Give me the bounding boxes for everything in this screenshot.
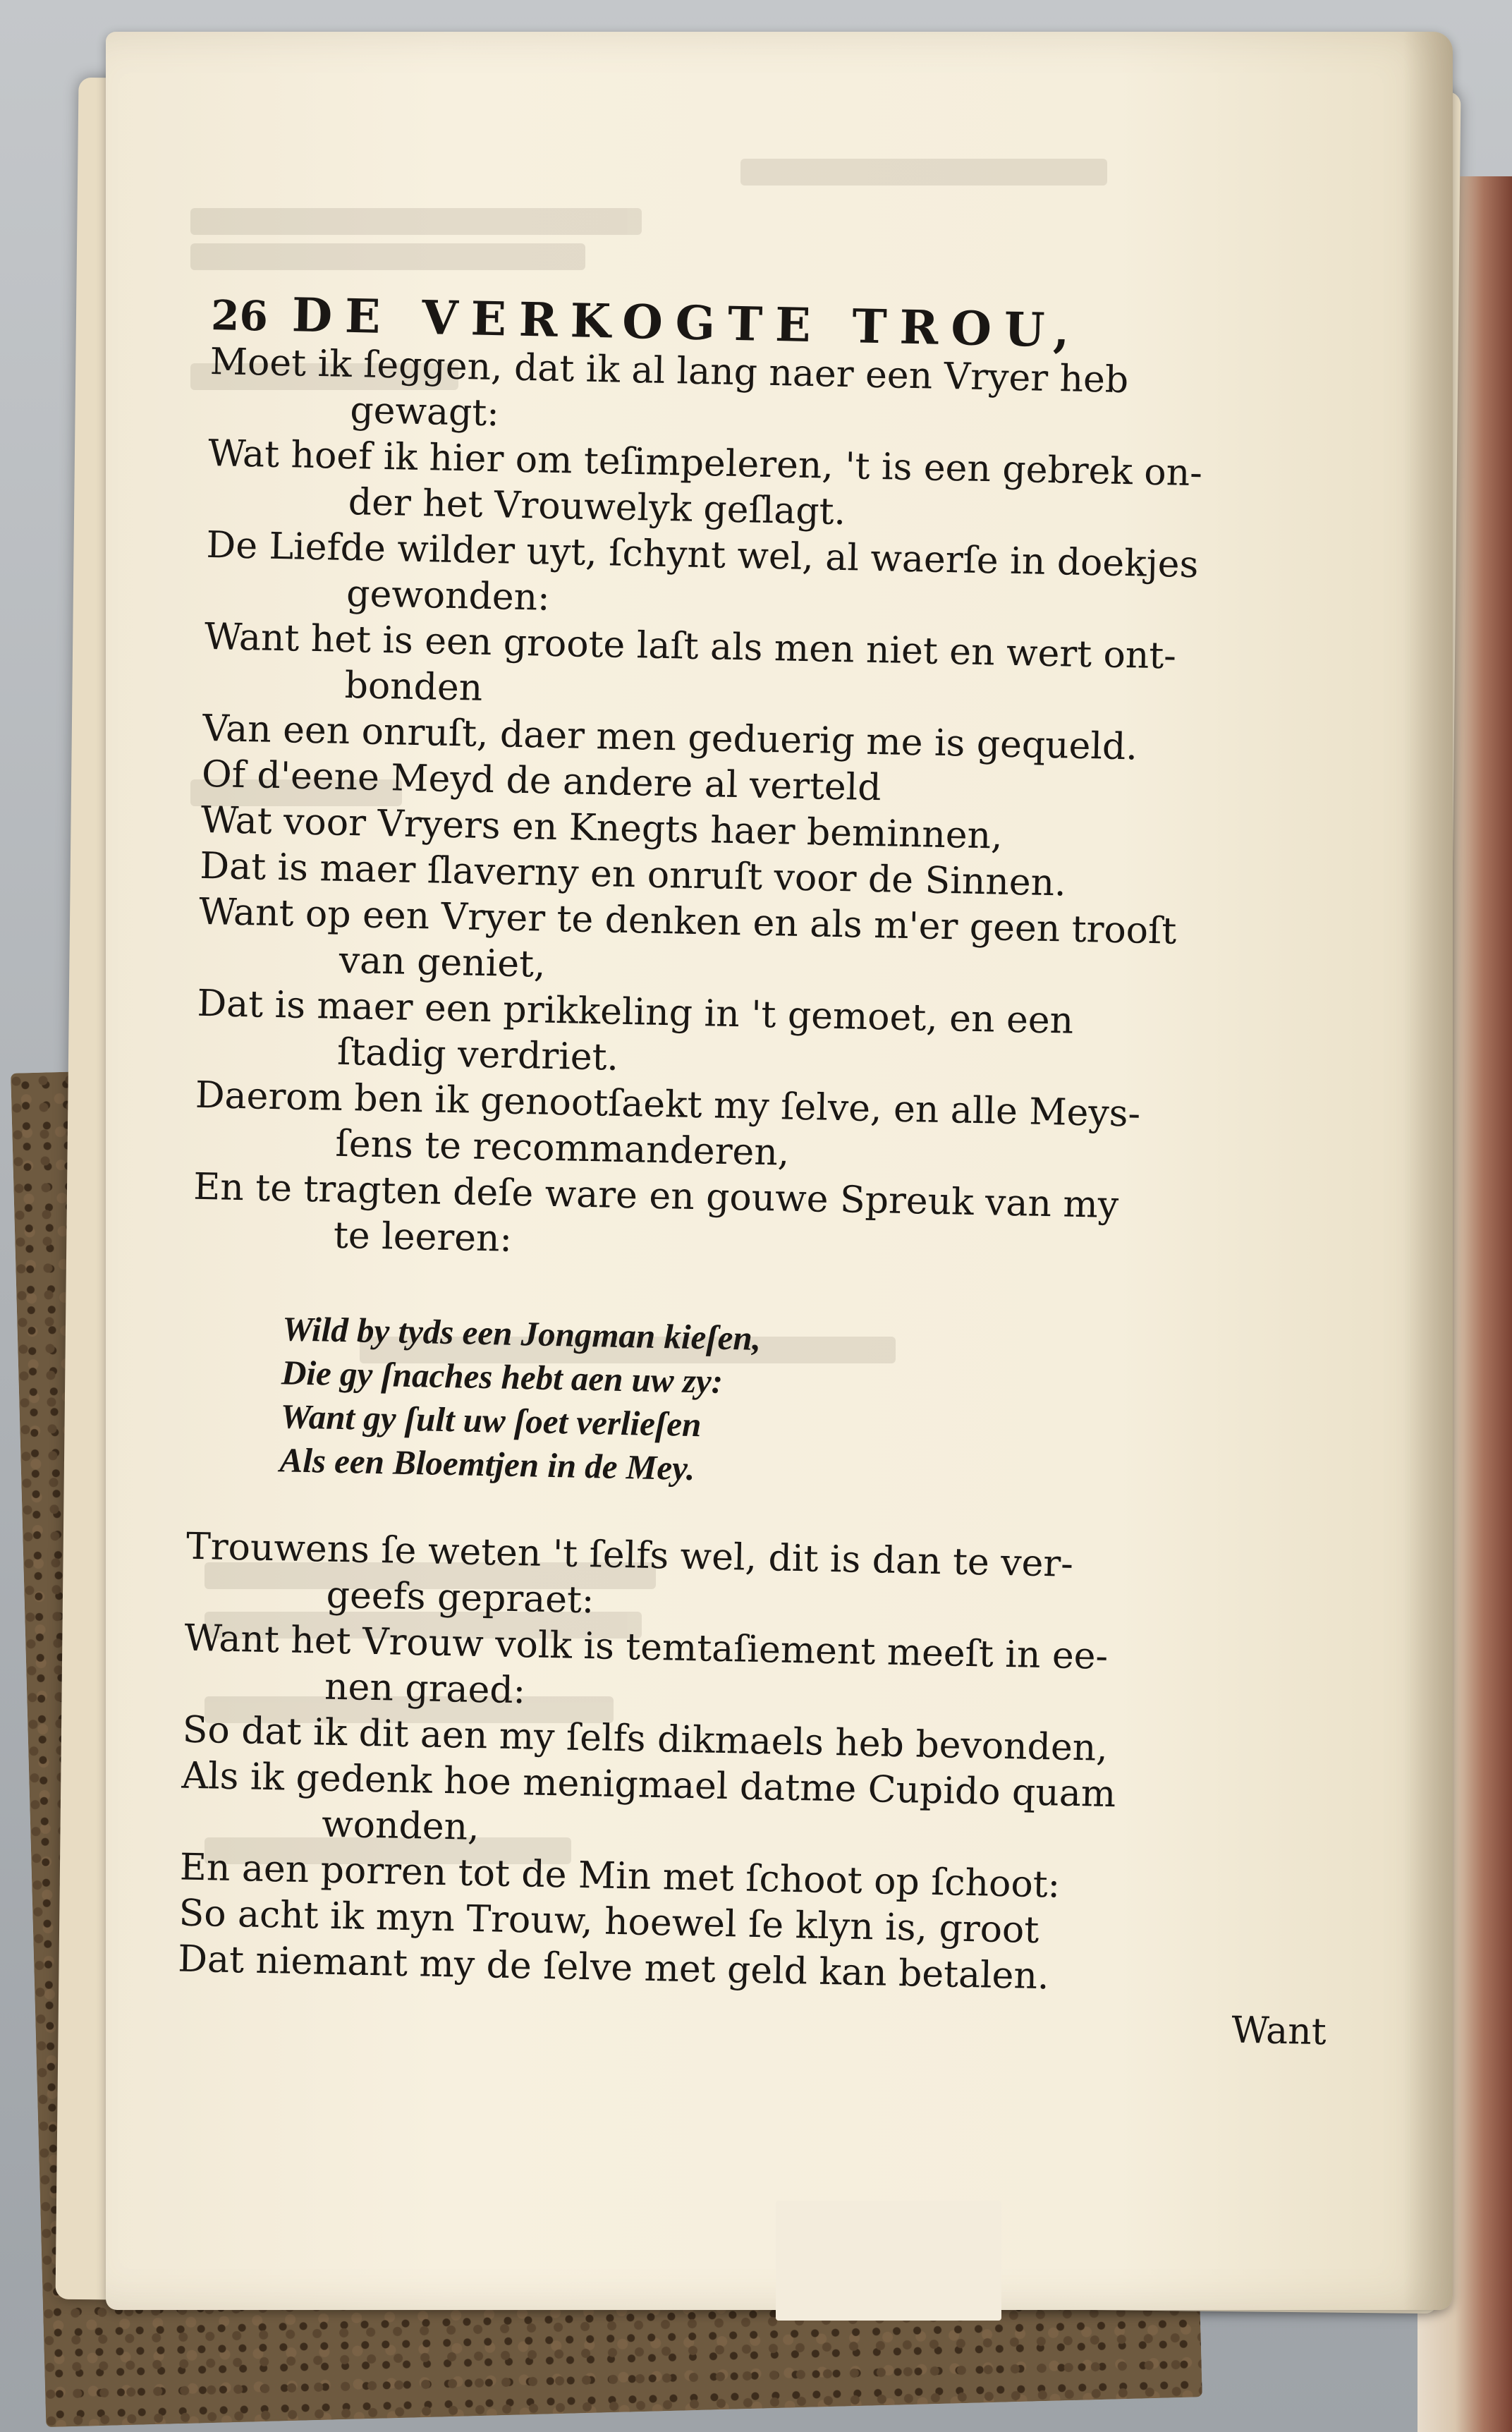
verse-line: Want op een Vryer te denken en als m'er geen trooſt — [198, 890, 1177, 953]
verse-line: Wat hoef ik hier om teſimpeleren, 't is een gebrek on- — [207, 432, 1203, 495]
page-gutter-shadow — [1403, 32, 1453, 2310]
poem-line: Die gy ſnaches hebt aen uw zy: — [281, 1353, 724, 1401]
verse-line-continuation: te leeren: — [333, 1214, 513, 1260]
catchword: Want — [1231, 2009, 1327, 2054]
verse-line: Als ik gedenk hoe menigmael datme Cupido quam — [181, 1754, 1116, 1816]
verse-line-continuation: geefs gepraet: — [326, 1574, 595, 1622]
italic-poem — [279, 1307, 1362, 1504]
poem-line: Wild by tyds een Jongman kieſen, — [281, 1309, 762, 1358]
verse-line: Van een onruſt, daer men geduerig me is gequeld. — [202, 707, 1138, 769]
verse-line-continuation: gewonden: — [346, 572, 551, 619]
page-number: 26 — [210, 291, 269, 341]
verse-line: Dat niemant my de ſelve met geld kan betalen. — [177, 1938, 1050, 1998]
verse-line-continuation: nen graed: — [324, 1665, 526, 1713]
verse-line-continuation: van geniet, — [339, 939, 547, 986]
verse-line: Of d'eene Meyd de andere al verteld — [201, 753, 882, 810]
verse-line: Moet ik ſeggen, dat ik al lang naer een Vryer heb — [209, 340, 1129, 402]
verse-line-continuation: ſens te recommanderen, — [335, 1122, 790, 1174]
page-text — [176, 286, 1382, 2056]
verse-line: Want het is een groote laſt als men niet en wert ont- — [204, 615, 1177, 678]
verse-line: En te tragten deſe ware en gouwe Spreuk van my — [193, 1165, 1119, 1227]
verse-block-2 — [178, 1524, 1358, 2006]
verse-line-continuation: wonden, — [321, 1803, 480, 1849]
verse-line: Trouwens ſe weten 't ſelfs wel, dit is dan te ver- — [185, 1525, 1074, 1586]
verse-line: Dat is maer een prikkeling in 't gemoet, en een — [196, 982, 1074, 1042]
running-title: DE VERKOGTE TROU, — [291, 287, 1083, 358]
poem-line: Want gy ſult uw ſoet verlieſen — [280, 1397, 702, 1445]
verse-block-1 — [192, 339, 1381, 1279]
verse-line: En aen porren tot de Min met ſchoot op ſchoot: — [179, 1846, 1061, 1907]
verse-line: So dat ik dit aen my ſelfs dikmaels heb bevonden, — [182, 1708, 1109, 1770]
verse-line: Wat voor Vryers en Knegts haer beminnen, — [200, 798, 1004, 858]
verse-line-continuation: gewagt: — [349, 389, 500, 435]
verse-line-continuation: bonden — [344, 664, 483, 710]
paper-repair-patch — [776, 2201, 1001, 2321]
verse-line: So acht ik myn Trouw, hoewel ſe klyn is, groot — [178, 1892, 1040, 1952]
verse-line: Want het Vrouw volk is temtaſiement meeſt in ee- — [183, 1617, 1109, 1678]
poem-line: Als een Bloemtjen in de Mey. — [279, 1440, 695, 1488]
verse-line-continuation: der het Vrouwelyk geſlagt. — [348, 480, 846, 534]
verse-line: Daerom ben ik genootſaekt my ſelve, en alle Meys- — [195, 1074, 1141, 1136]
verse-line-continuation: ſtadig verdriet. — [336, 1030, 619, 1079]
verse-line: Dat is maer ſlaverny en onruſt voor de Sinnen. — [199, 844, 1067, 905]
verse-line: De Liefde wilder uyt, ſchynt wel, al waerſe in doekjes — [206, 523, 1199, 587]
